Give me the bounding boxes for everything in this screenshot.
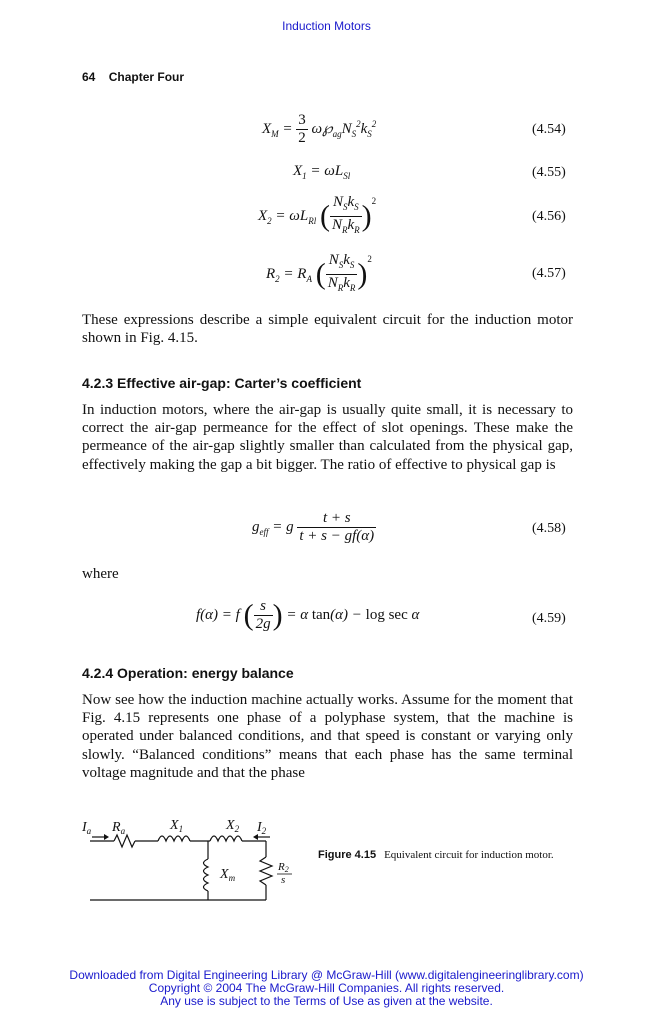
paragraph-operation: Now see how the induction machine actually works. Assume for the moment that Fig. 4.15 represents one phase of a polyphase system, that the machine is operated under balanced conditions, and that speed is constant or varying only slowly. “Balanced conditions” means that each phase has the same terminal voltage magnitude and that the phase xyxy=(82,692,573,781)
equation-number: (4.57) xyxy=(532,266,566,281)
section-heading-4-2-3: 4.2.3 Effective air-gap: Carter’s coefficient xyxy=(82,375,362,391)
footer-terms: Any use is subject to the Terms of Use as given at the website. xyxy=(160,994,493,1008)
equation-number: (4.59) xyxy=(532,611,566,626)
reactance-label-x1: $X_1$ xyxy=(170,818,184,834)
equation-4-57: $R_2 = R_A$ ( $\frac{N_Sk_S}{N_Rk_R}$ )$^2$ xyxy=(266,252,372,293)
figure-caption xyxy=(318,848,578,863)
paragraph-where: where xyxy=(82,566,119,582)
equation-number: (4.58) xyxy=(532,521,566,536)
resistance-label-ra: $R_a$ xyxy=(112,820,126,836)
page-header xyxy=(82,70,184,84)
footer-download-link[interactable]: Downloaded from Digital Engineering Library @ McGraw-Hill (www.digitalengineeringlibrary.com) xyxy=(69,968,584,982)
equation-number: (4.56) xyxy=(532,209,566,224)
paragraph-air-gap: In induction motors, where the air-gap is usually quite small, it is necessary to correct the air-gap permeance for the effect of slot openings. These make the permeance of the air-gap slightly smaller than calculated from the physical gap, effectively making the gap a bit bigger. The ratio of effective to physical gap is xyxy=(82,402,573,473)
reactance-label-x2: $X_2$ xyxy=(226,818,240,834)
slip-label-s: s xyxy=(281,874,286,886)
footer-copyright: Copyright © 2004 The McGraw-Hill Companies. All rights reserved. xyxy=(148,981,505,995)
reactance-label-xm: $X_m$ xyxy=(220,867,236,883)
equation-number: (4.54) xyxy=(532,122,566,137)
page-number: 64 xyxy=(82,70,96,84)
figure-label: Figure 4.15 xyxy=(318,849,377,861)
running-title: Induction Motors xyxy=(282,19,371,33)
equation-4-58: $g_{eff} = g$ $\frac{t + s}{t + s - gf(\alpha)}$ xyxy=(252,510,375,544)
equation-4-54: $X_M$ = $\frac{3}{2}$ $\omega℘_{ag}N_S^2k_S^2$ xyxy=(262,112,377,146)
resistance-label-r2: R2 xyxy=(278,861,289,874)
section-heading-4-2-4: 4.2.4 Operation: energy balance xyxy=(82,665,294,681)
paragraph-equivalent-circuit: These expressions describe a simple equivalent circuit for the induction motor shown in Fig. 4.15. xyxy=(82,312,573,347)
equation-number: (4.55) xyxy=(532,165,566,180)
equation-4-59: f(α) = f ( $\frac{s}{2g}$ ) = α tan(α) − log sec α xyxy=(196,598,420,632)
footer xyxy=(0,969,653,1008)
current-label-i2: $I_2$ xyxy=(257,820,267,836)
figure-caption-text: Equivalent circuit for induction motor. xyxy=(384,849,554,861)
current-label-i1: $I_a$ xyxy=(82,820,92,836)
equation-4-56: $X_2 = \omega L_{Rl}$ ( $\frac{N_Sk_S}{N_Rk_R}$ )$^2$ xyxy=(258,194,377,235)
equation-4-55: $X_1 = \omega L_{Sl}$ xyxy=(293,163,351,181)
chapter-title: Chapter Four xyxy=(108,70,185,84)
equivalent-circuit-diagram xyxy=(80,812,300,907)
